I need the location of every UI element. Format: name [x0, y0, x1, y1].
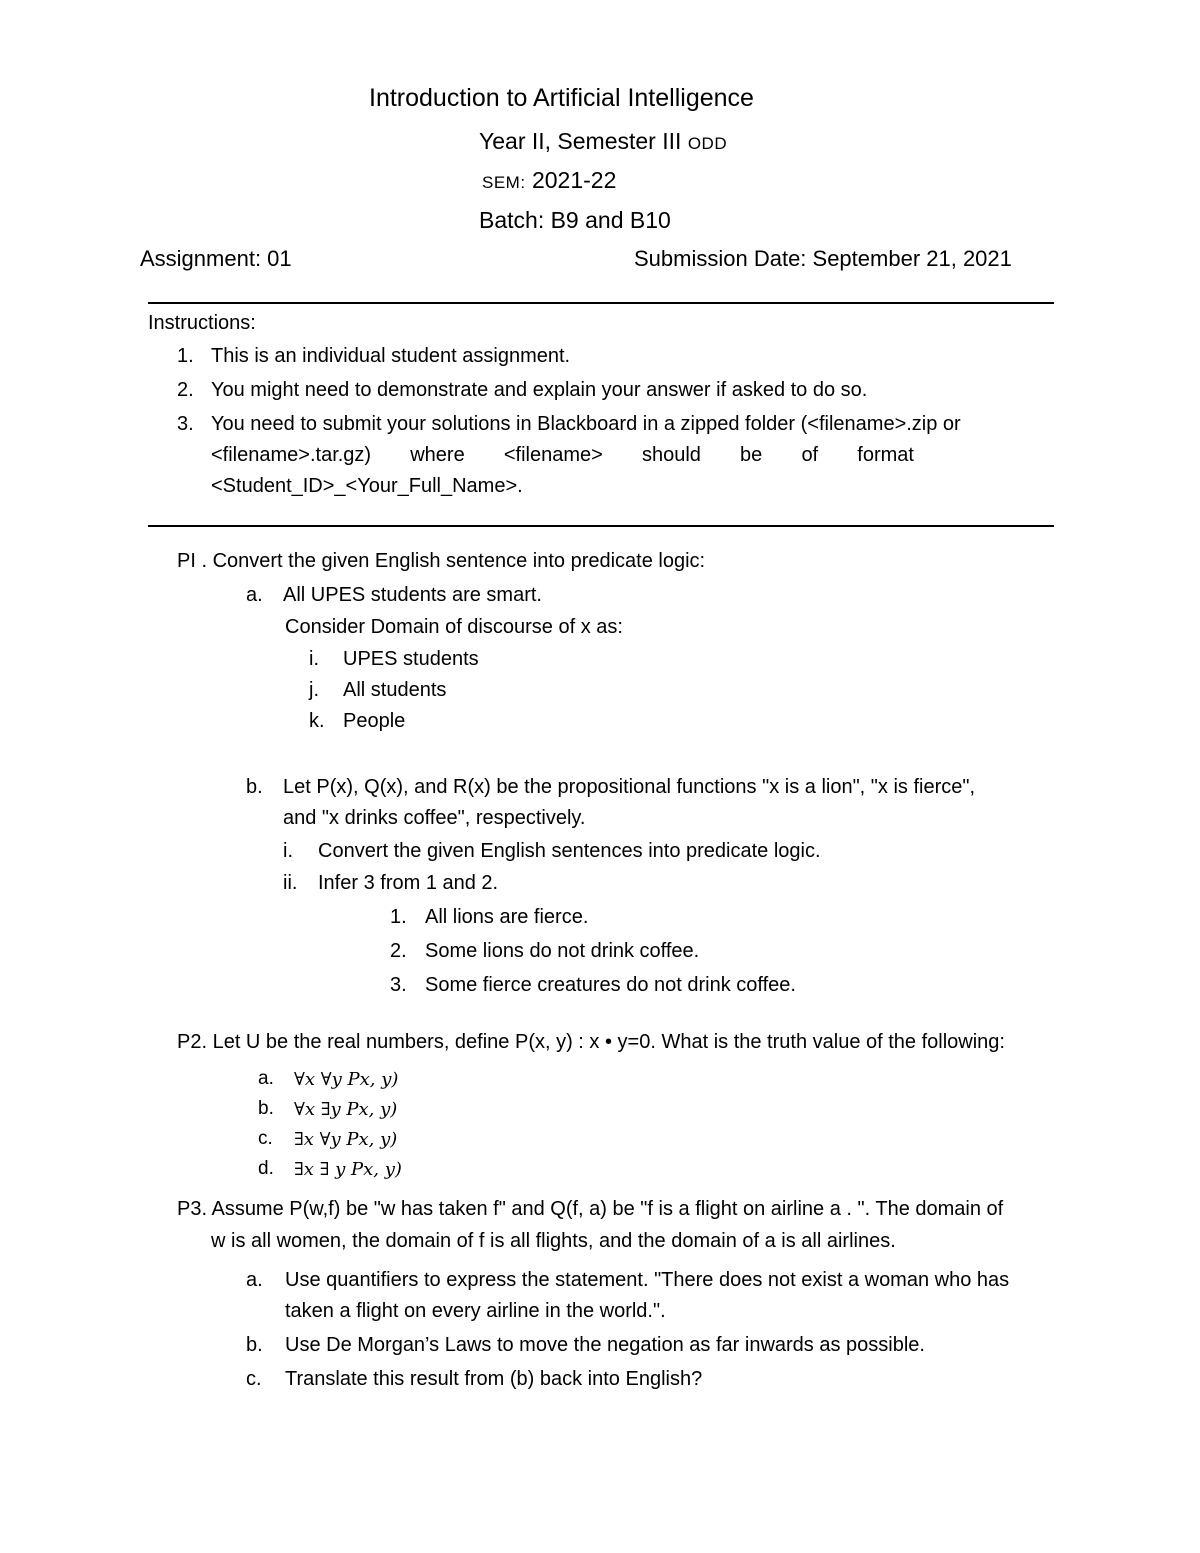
p1-b-label: b.	[246, 776, 263, 798]
p1-a-item-number: k.	[309, 710, 325, 732]
instruction-3-word: <filename>	[503, 444, 603, 466]
bottom-divider	[148, 525, 1054, 527]
p1-heading: PI . Convert the given English sentence into predicate logic:	[177, 550, 706, 572]
p1-sentence-number: 2.	[390, 940, 407, 962]
document-title: Introduction to Artificial Intelligence	[369, 84, 754, 112]
p1-a-sub: Consider Domain of discourse of x as:	[285, 616, 623, 638]
instruction-1-number: 1.	[177, 345, 194, 367]
p1-b-item-text: Convert the given English sentences into predicate logic.	[318, 840, 821, 862]
p2-item-expression: ∃x ∃ y Px, y)	[294, 1159, 402, 1180]
p2-item-number: d.	[258, 1158, 274, 1179]
p1-a-item-text: People	[343, 710, 406, 732]
instruction-3-word: <filename>.tar.gz)	[211, 444, 372, 466]
p2-heading: P2. Let U be the real numbers, define P(x, y) : x • y=0. What is the truth value of the following:	[177, 1031, 1005, 1053]
p3-item-text-continued: taken a flight on every airline in the world.".	[285, 1300, 666, 1322]
p2-item-number: b.	[258, 1098, 274, 1119]
sem-value: 2021-22	[531, 167, 617, 193]
instructions-heading: Instructions:	[148, 312, 256, 334]
p3-item-label: b.	[246, 1334, 263, 1356]
assignment-number: Assignment: 01	[140, 246, 292, 271]
p2-item-expression: ∃x ∀y Px, y)	[294, 1129, 398, 1150]
p2-item-expression: ∀x ∃y Px, y)	[294, 1099, 398, 1120]
p1-sentence-text: All lions are fierce.	[425, 906, 589, 928]
instruction-3-line1: You need to submit your solutions in Blackboard in a zipped folder (<filename>.zip or	[211, 413, 961, 435]
p1-b-item-number: i.	[283, 840, 293, 862]
p1-a-text: All UPES students are smart.	[283, 584, 542, 606]
instruction-3-line2	[211, 444, 914, 467]
p1-a-label: a.	[246, 584, 263, 606]
year-semester	[479, 128, 727, 155]
p2-item-number: c.	[258, 1128, 273, 1149]
p3-item-label: a.	[246, 1269, 263, 1291]
p1-sentence-text: Some fierce creatures do not drink coffee.	[425, 974, 796, 996]
p1-a-item-number: j.	[309, 679, 319, 701]
p1-sentence-text: Some lions do not drink coffee.	[425, 940, 700, 962]
instruction-3-word: format	[857, 444, 914, 466]
instruction-3-word: where	[410, 444, 465, 466]
p1-a-item-number: i.	[309, 648, 319, 670]
p3-item-text: Use De Morgan’s Laws to move the negation as far inwards as possible.	[285, 1334, 925, 1356]
p3-item-text: Translate this result from (b) back into English?	[285, 1368, 703, 1390]
p1-a-item-text: UPES students	[343, 648, 479, 670]
p2-item-number: a.	[258, 1068, 274, 1089]
p3-item-label: c.	[246, 1368, 262, 1390]
p2-item-expression: ∀x ∀y Px, y)	[294, 1069, 399, 1090]
p1-a-item-text: All students	[343, 679, 447, 701]
instruction-3-line3: <Student_ID>_<Your_Full_Name>.	[211, 475, 523, 497]
instruction-3-word: of	[801, 444, 819, 466]
sem-label: SEM:	[482, 173, 526, 192]
p1-b-line1: Let P(x), Q(x), and R(x) be the propositional functions "x is a lion", "x is fierce",	[283, 776, 976, 798]
p1-sentence-number: 1.	[390, 906, 407, 928]
p3-line1: P3. Assume P(w,f) be "w has taken f" and Q(f, a) be "f is a flight on airline a . ". The domain of	[177, 1198, 1004, 1220]
p3-line2: w is all women, the domain of f is all flights, and the domain of a is all airlines.	[211, 1230, 896, 1252]
p1-sentence-number: 3.	[390, 974, 407, 996]
year-semester-text: Year II, Semester III	[479, 128, 682, 154]
p3-item-text: Use quantifiers to express the statement. "There does not exist a woman who has	[285, 1269, 1010, 1291]
instruction-1-text: This is an individual student assignment.	[211, 345, 571, 367]
p1-b-item-text: Infer 3 from 1 and 2.	[318, 872, 499, 894]
instruction-2-text: You might need to demonstrate and explain your answer if asked to do so.	[211, 379, 868, 401]
odd-label: ODD	[687, 134, 728, 153]
p1-b-item-number: ii.	[283, 872, 298, 894]
instruction-2-number: 2.	[177, 379, 194, 401]
sem-line	[482, 167, 616, 194]
p1-b-line2: and "x drinks coffee", respectively.	[283, 807, 586, 829]
instruction-3-number: 3.	[177, 413, 194, 435]
submission-date: Submission Date: September 21, 2021	[634, 246, 1012, 271]
instruction-3-word: be	[740, 444, 763, 466]
top-divider	[148, 302, 1054, 304]
batch-line: Batch: B9 and B10	[479, 207, 671, 233]
instruction-3-word: should	[641, 444, 701, 466]
